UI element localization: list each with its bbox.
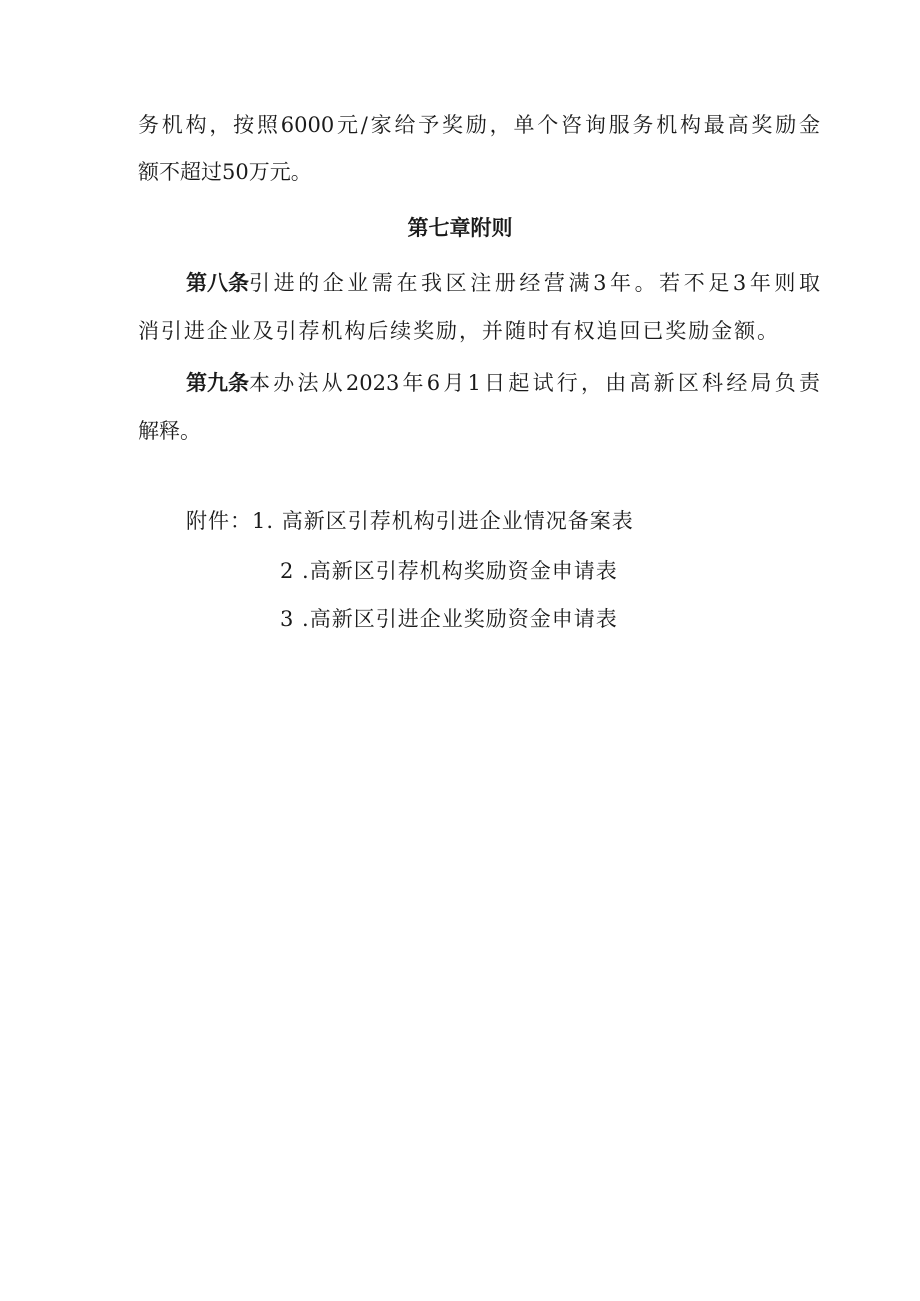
chapter-heading: 第七章附则 xyxy=(407,216,513,240)
attachments-line-1 xyxy=(186,506,634,536)
article-8-text: 引进的企业需在我区注册经营满3年。若不足3年则取 xyxy=(249,271,820,295)
paragraph-prev-line-2: 额不超过50万元。 xyxy=(138,160,312,184)
attachment-item-1: 1. 高新区引荐机构引进企业情况备案表 xyxy=(252,509,634,533)
attachment-item-2: 2 .高新区引荐机构奖励资金申请表 xyxy=(280,559,618,583)
article-9-text: 本办法从2023年6月1日起试行，由高新区科经局负责 xyxy=(249,371,820,395)
article-9-line-2: 解释。 xyxy=(138,419,201,443)
article-8-line-2: 消引进企业及引荐机构后续奖励，并随时有权追回已奖励金额。 xyxy=(138,319,778,343)
article-9-line-1 xyxy=(186,368,820,398)
attachment-item-3: 3 .高新区引进企业奖励资金申请表 xyxy=(280,607,618,631)
article-8-line-1 xyxy=(186,268,820,298)
attachments-label: 附件： xyxy=(186,509,252,533)
paragraph-prev-line-1: 务机构，按照6000元/家给予奖励，单个咨询服务机构最高奖励金 xyxy=(138,113,820,137)
article-8-label: 第八条 xyxy=(186,271,249,295)
article-9-label: 第九条 xyxy=(186,371,249,395)
